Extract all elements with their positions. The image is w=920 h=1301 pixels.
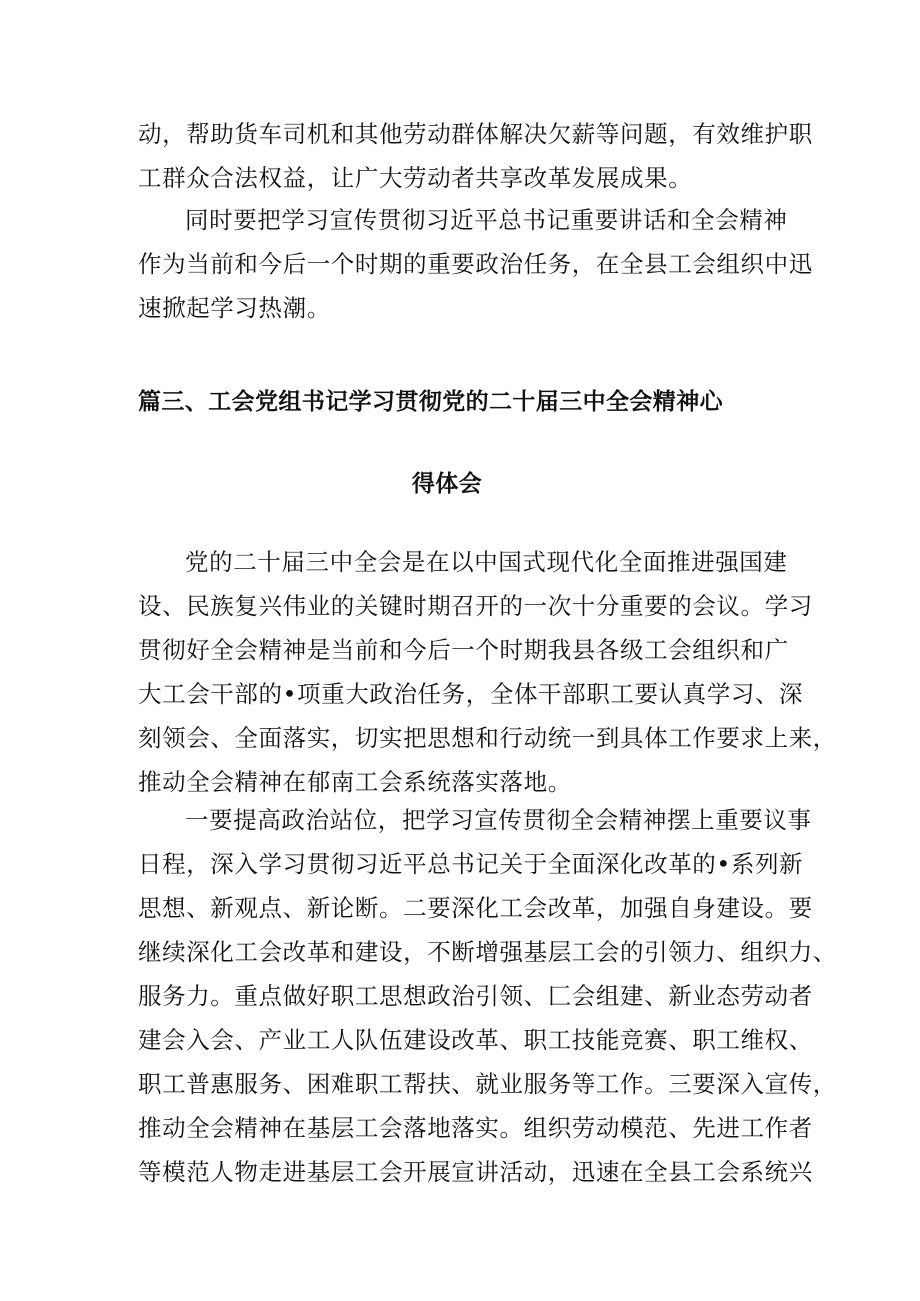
paragraph-tasks — [138, 798, 837, 1194]
paragraph-line: 贯彻好全会精神是当前和今后一个时期我县各级工会组织和广 — [138, 636, 789, 664]
paragraph-plenum — [138, 540, 837, 804]
section-heading — [138, 380, 784, 506]
section-heading-line: 得体会 — [411, 471, 483, 497]
section-heading-line: 篇三、工会党组书记学习贯彻党的二十届三中全会精神心 — [138, 389, 723, 415]
top-paragraph — [138, 112, 813, 200]
paragraph-line: 职工普惠服务、困难职工帮扶、就业服务等工作。三要深入宣传， — [138, 1070, 837, 1098]
paragraph-study — [138, 198, 813, 330]
paragraph-line: 思想、新观点、新论断。二要深化工会改革，加强自身建设。要 — [138, 894, 813, 922]
paragraph-line: 建会入会、产业工人队伍建设改革、职工技能竞赛、职工维权、 — [138, 1026, 813, 1054]
paragraph-line: 继续深化工会改革和建设，不断增强基层工会的引领力、组织力、 — [138, 938, 837, 966]
paragraph-line: 刻领会、全面落实，切实把思想和行动统一到具体工作要求上来， — [138, 724, 837, 752]
paragraph-line: 等模范人物走进基层工会开展宣讲活动，迅速在全县工会系统兴 — [138, 1158, 813, 1186]
paragraph-line: 党的二十届三中全会是在以中国式现代化全面推进强国建 — [185, 548, 788, 576]
paragraph-line: 同时要把学习宣传贯彻习近平总书记重要讲话和全会精神 — [185, 206, 788, 234]
paragraph-line: 作为当前和今后一个时期的重要政治任务，在全县工会组织中迅 — [138, 250, 813, 278]
paragraph-line: 推动全会精神在郁南工会系统落实落地。 — [138, 768, 572, 796]
paragraph-line: 动，帮助货车司机和其他劳动群体解决欠薪等问题，有效维护职 — [138, 120, 813, 148]
paragraph-line: 大工会干部的•项重大政治任务，全体干部职工要认真学习、深 — [138, 680, 804, 708]
paragraph-line: 工群众合法权益，让广大劳动者共享改革发展成果。 — [138, 164, 693, 192]
paragraph-line: 推动全会精神在基层工会落地落实。组织劳动模范、先进工作者 — [138, 1114, 813, 1142]
paragraph-line: 日程，深入学习贯彻习近平总书记关于全面深化改革的•系列新 — [138, 850, 804, 878]
paragraph-line: 服务力。重点做好职工思想政治引领、匚会组建、新业态劳动者 — [138, 982, 813, 1010]
paragraph-line: 设、民族复兴伟业的关键时期召开的一次十分重要的会议。学习 — [138, 592, 813, 620]
paragraph-line: 一要提高政治站位，把学习宣传贯彻全会精神摆上重要议事 — [185, 806, 812, 834]
paragraph-line: 速掀起学习热潮。 — [138, 294, 331, 322]
